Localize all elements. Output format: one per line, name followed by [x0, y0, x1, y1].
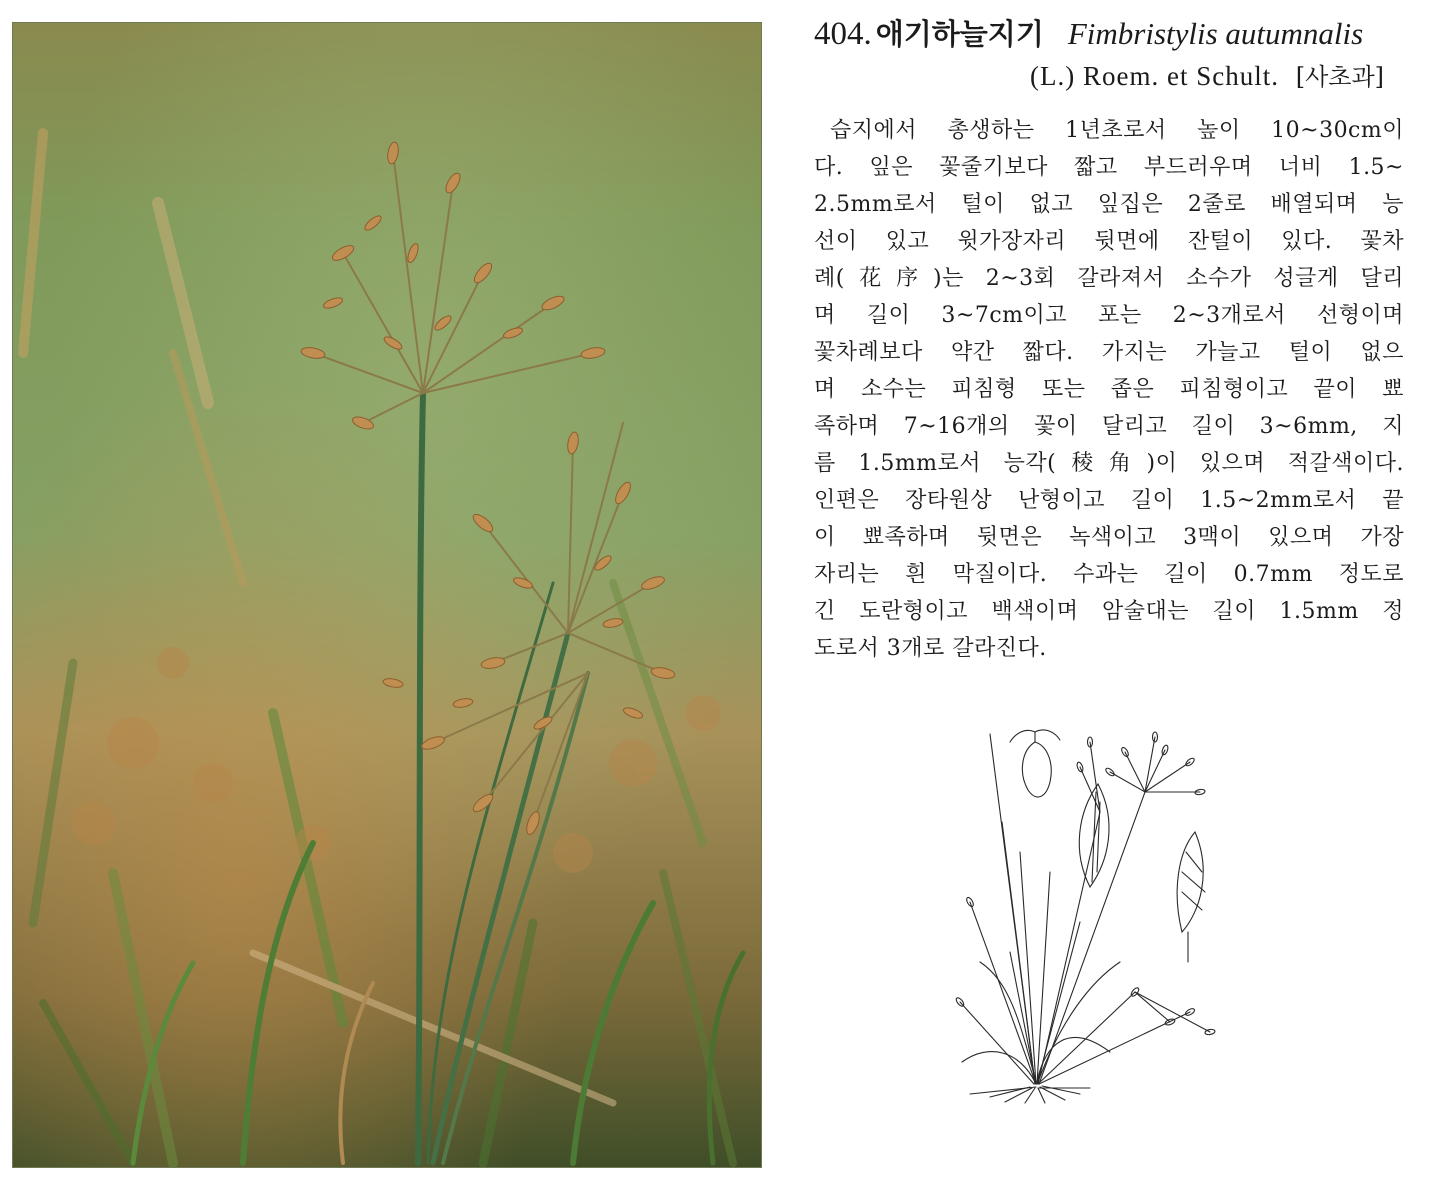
description-line: 도로서 3개로 갈라진다.	[814, 636, 1047, 661]
plant-photo	[12, 22, 762, 1168]
description-line: 름 1.5mm로서 능각(稜角)이 있으며 적갈색이다.	[814, 451, 1404, 476]
scientific-name: Fimbristylis autumnalis	[1067, 16, 1364, 51]
description-line: 이 뾰족하며 뒷면은 녹색이고 3맥이 있으며 가장	[814, 525, 1404, 550]
description-line: 인편은 장타원상 난형이고 길이 1.5~2mm로서 끝	[814, 488, 1404, 513]
korean-name: 애기하늘지기	[875, 17, 1044, 51]
description-line: 며 소수는 피침형 또는 좁은 피침형이고 끝이 뾰	[814, 377, 1404, 402]
description-line: 다. 잎은 꽃줄기보다 짧고 부드러우며 너비 1.5~	[814, 155, 1404, 180]
entry-header	[814, 12, 1404, 92]
description-line: 며 길이 3~7cm이고 포는 2~3개로서 선형이며	[814, 303, 1404, 328]
author-citation: (L.) Roem. et Schult.	[1030, 61, 1279, 91]
description-line: 습지에서 총생하는 1년초로서 높이 10~30cm이	[830, 118, 1404, 143]
entry-number: 404.	[814, 16, 872, 52]
description-line: 례(花序)는 2~3회 갈라져서 소수가 성글게 달리	[814, 266, 1404, 291]
title-line	[814, 12, 1404, 53]
botanical-illustration	[950, 722, 1240, 1104]
description-line: 자리는 흰 막질이다. 수과는 길이 0.7mm 정도로	[814, 562, 1404, 587]
description-line: 꽃차례보다 약간 짧다. 가지는 가늘고 털이 없으	[814, 340, 1404, 365]
description-line: 족하며 7~16개의 꽃이 달리고 길이 3~6mm, 지	[814, 414, 1404, 439]
family-name: [사초과]	[1295, 63, 1384, 91]
description-line: 2.5mm로서 털이 없고 잎집은 2줄로 배열되며 능	[814, 192, 1404, 217]
description-line: 선이 있고 윗가장자리 뒷면에 잔털이 있다. 꽃차	[814, 229, 1404, 254]
author-line	[814, 57, 1404, 92]
description	[814, 112, 1404, 667]
description-line: 긴 도란형이고 백색이며 암술대는 길이 1.5mm 정	[814, 599, 1404, 624]
